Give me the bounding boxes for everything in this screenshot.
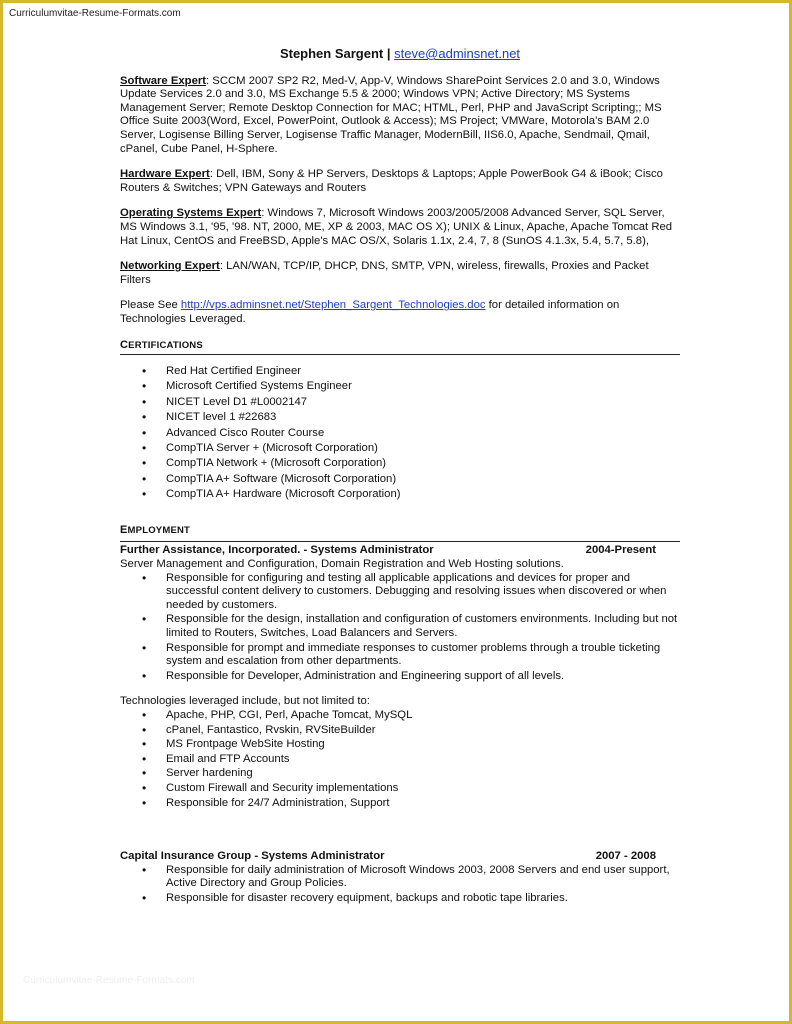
job-summary: Server Management and Configuration, Domain Registration and Web Hosting solutions. [120, 558, 564, 570]
list-item: • Apache, PHP, CGI, Perl, Apache Tomcat, MySQL [166, 709, 680, 723]
job2-heading [120, 848, 680, 864]
list-item: • CompTIA Network + (Microsoft Corporation) [166, 457, 680, 471]
list-item: • Responsible for Developer, Administration and Engineering support of all levels. [166, 670, 680, 684]
watermark: Curriculumvitae-Resume-Formats.com [23, 975, 195, 986]
employment-heading [120, 524, 680, 540]
skill-software [120, 75, 680, 157]
tech-intro: Technologies leveraged include, but not limited to: [120, 695, 370, 708]
heading-rest: ERTIFICATIONS [128, 339, 203, 351]
heading-cap: C [120, 338, 129, 351]
job1-heading [120, 541, 680, 558]
list-item: • CompTIA Server + (Microsoft Corporation) [166, 442, 680, 456]
list-item: • Responsible for prompt and immediate responses to customer problems through a trouble ticketing system and escalation from other departments. [166, 642, 680, 669]
certifications-heading [120, 339, 680, 356]
list-item: • CompTIA A+ Software (Microsoft Corporation) [166, 473, 680, 487]
list-item: • Responsible for disaster recovery equipment, backups and robotic tape libraries. [166, 892, 680, 906]
resume-document [120, 47, 680, 906]
skill-text: : Dell, IBM, Sony & HP Servers, Desktops & Laptops; Apple PowerBook G4 & iBook; Cisco Routers & Switches; VPN Gateways and Routers [120, 168, 663, 194]
list-item: • Microsoft Certified Systems Engineer [166, 380, 680, 394]
job-title: Further Assistance, Incorporated. - Systems Administrator [120, 544, 434, 557]
job-dates: 2004-Present [585, 544, 656, 557]
skill-text: : Windows 7, Microsoft Windows 2003/2005/2008 Advanced Server, SQL Server, MS Windows 3.1, '95, '98. NT, 2000, ME, XP & 2003, MAC OS X); UNIX & Linux, Apache, Apache Tomcat Red Hat Linux, CentOS and FreeBSD, Apple's MAC OS/X, Solaris 1.1x, 2.4, 7, 8 (SunOS 4.1.3x, 5.4, 5.7, 5.8), [120, 207, 673, 247]
skill-networking [120, 260, 680, 287]
skill-text: : LAN/WAN, TCP/IP, DHCP, DNS, SMTP, VPN, wireless, firewalls, Proxies and Packet Filters [120, 260, 649, 286]
skill-label: Software Expert [120, 74, 207, 87]
see-more-paragraph [120, 299, 680, 326]
skill-label: Hardware Expert [120, 168, 210, 181]
technologies-doc-link[interactable]: http://vps.adminsnet.net/Stephen_Sargent_Technologies.doc [180, 299, 486, 312]
list-item: • Responsible for configuring and testing all applicable applications and devices for proper and successful content delivery to customers. Debugging and resolving issues when discovered or when needed by customers. [166, 572, 680, 613]
email-link[interactable]: steve@adminsnet.net [394, 46, 521, 61]
certifications-list [120, 365, 680, 502]
skill-hardware [120, 168, 680, 195]
list-item: • Responsible for daily administration of Microsoft Windows 2003, 2008 Servers and end user support, Active Directory and Group Policies. [166, 864, 680, 891]
job2-responsibilities [120, 864, 680, 906]
list-item: • Advanced Cisco Router Course [166, 427, 680, 441]
list-item: • Responsible for the design, installation and configuration of customers environments. Including but not limited to Routers, Switches, Load Balancers and Servers. [166, 613, 680, 640]
job-dates: 2007 - 2008 [595, 850, 656, 863]
skill-os [120, 207, 680, 248]
resume-header [120, 47, 680, 61]
see-suffix: for detailed information on Technologies Leveraged. [120, 299, 620, 325]
list-item: • MS Frontpage WebSite Hosting [166, 738, 680, 752]
header-separator: | [383, 46, 395, 61]
heading-cap: E [120, 523, 128, 536]
skill-label: Networking Expert [120, 260, 220, 273]
list-item: • cPanel, Fantastico, Rvskin, RVSiteBuilder [166, 724, 680, 738]
skill-text: : SCCM 2007 SP2 R2, Med-V, App-V, Windows SharePoint Services 2.0 and 3.0, Windows Update Services 2.0 and 3.0, MS Exchange 5.5 & 2000; Windows VPN; Active Directory; MS Systems Management Server; Remote Desktop Connection for MAC; HTML, Perl, PHP and JavaScript Scripting;; MS Office Suite 2003(Word, Excel, PowerPoint, Outlook & Access); MS Project; VMWare, Motorola's BAM 2.0 Server, Logisense Billing Server, Logisense Traffic Manager, ModernBill, IIS6.0, Apache, Sendmail, Qmail, cPanel, Cube Panel, H-Sphere. [120, 74, 662, 155]
job1-responsibilities [120, 572, 680, 684]
list-item: • NICET level 1 #22683 [166, 411, 680, 425]
list-item: • Responsible for 24/7 Administration, Support [166, 797, 680, 811]
see-prefix: Please See [120, 299, 181, 312]
job1-technologies [120, 709, 680, 810]
site-label: Curriculumvitae-Resume-Formats.com [9, 8, 181, 19]
list-item: • Red Hat Certified Engineer [166, 365, 680, 379]
candidate-name: Stephen Sargent [279, 46, 384, 61]
list-item: • NICET Level D1 #L0002147 [166, 396, 680, 410]
skill-label: Operating Systems Expert [120, 207, 262, 220]
job-title: Capital Insurance Group - Systems Administrator [120, 850, 385, 863]
list-item: • CompTIA A+ Hardware (Microsoft Corporation) [166, 488, 680, 502]
list-item: • Email and FTP Accounts [166, 753, 680, 767]
list-item: • Custom Firewall and Security implementations [166, 782, 680, 796]
list-item: • Server hardening [166, 767, 680, 781]
heading-rest: MPLOYMENT [127, 524, 191, 536]
